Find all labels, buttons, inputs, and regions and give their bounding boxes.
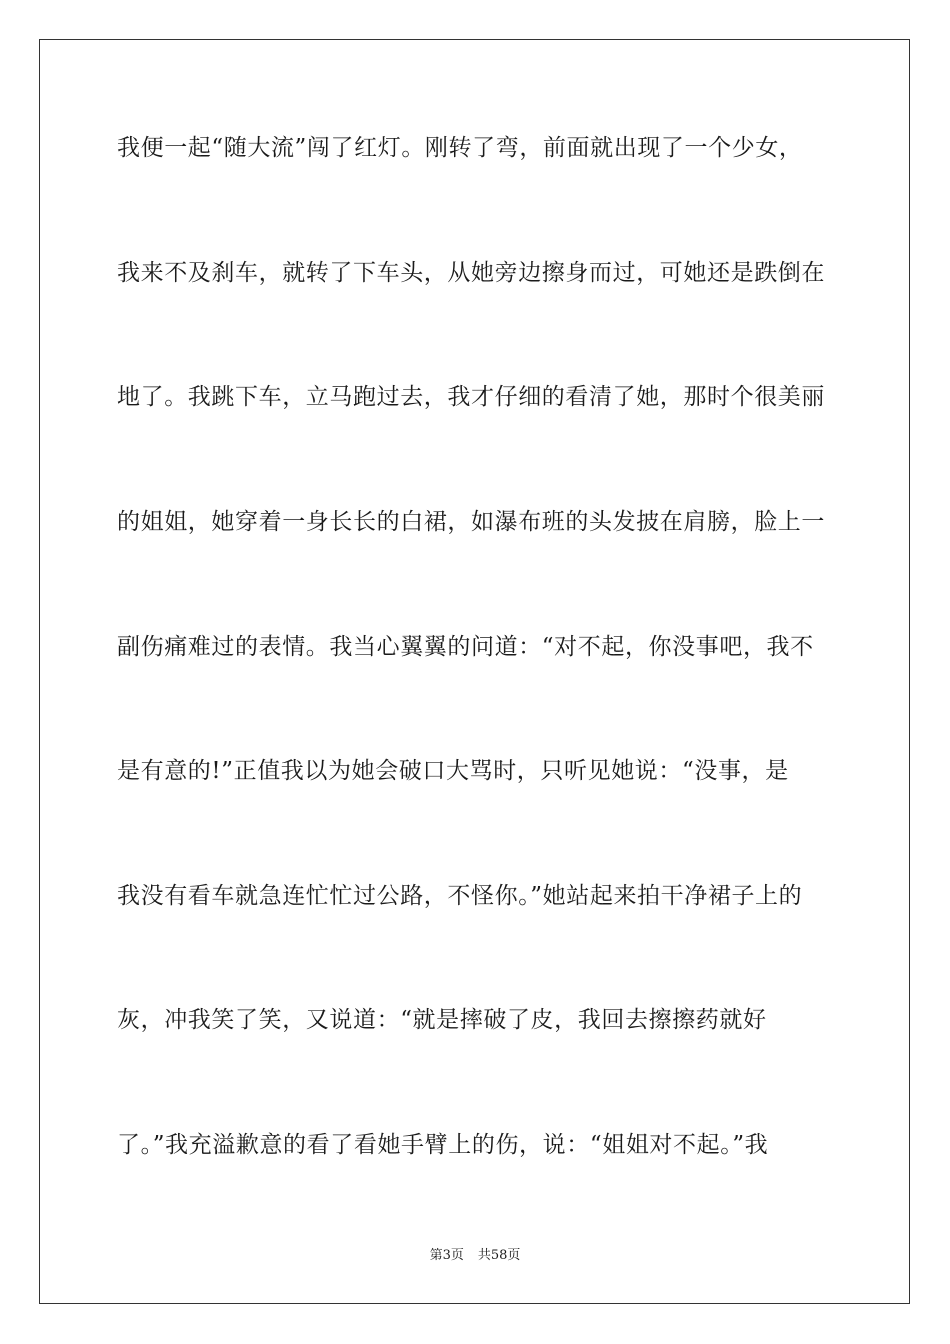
page-footer xyxy=(0,1247,950,1265)
body-text-line: 我没有看车就急连忙忙过公路，不怪你。”她站起来拍干净裙子上的 xyxy=(117,883,803,909)
body-text-line: 我来不及刹车，就转了下车头，从她旁边擦身而过，可她还是跌倒在 xyxy=(117,260,825,286)
body-text-line: 的姐姐，她穿着一身长长的白裙，如瀑布班的头发披在肩膀，脸上一 xyxy=(117,509,825,535)
body-text-line: 副伤痛难过的表情。我当心翼翼的问道：“对不起，你没事吧，我不 xyxy=(117,634,814,660)
page-total: 共58页 xyxy=(477,1248,521,1263)
page-border xyxy=(39,39,910,1304)
body-text-line: 了。”我充溢歉意的看了看她手臂上的伤，说：“姐姐对不起。”我 xyxy=(117,1132,769,1158)
body-text-line: 灰，冲我笑了笑，又说道：“就是摔破了皮，我回去擦擦药就好 xyxy=(117,1007,767,1033)
body-text-line: 地了。我跳下车，立马跑过去，我才仔细的看清了她，那时个很美丽 xyxy=(117,384,825,410)
body-text-line: 是有意的!”正值我以为她会破口大骂时，只听见她说：“没事，是 xyxy=(117,758,789,784)
body-text-line: 我便一起“随大流”闯了红灯。刚转了弯，前面就出现了一个少女， xyxy=(117,135,803,161)
page-number: 第3页 xyxy=(429,1248,464,1263)
